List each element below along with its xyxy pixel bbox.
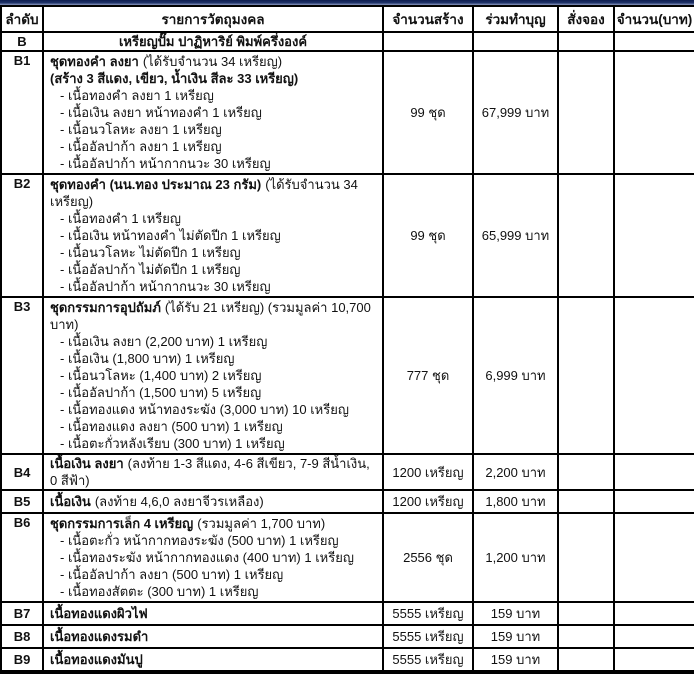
amount-cell <box>614 32 694 51</box>
amulet-price-table <box>0 5 694 674</box>
table-row-B8 <box>1 625 694 648</box>
row-id: B1 <box>1 51 43 174</box>
row-id: B8 <box>1 625 43 648</box>
sub-item: - เนื้อตะกั่ว หน้ากากทองระฆัง (500 บาท) 1 เหรียญ <box>60 533 339 548</box>
amount-cell <box>614 513 694 602</box>
column-header-donation: ร่วมทำบุญ <box>473 6 558 32</box>
item-title-rest: (ได้รับ 21 เหรียญ) (รวมมูลค่า 10,700 บาท) <box>50 300 371 332</box>
sub-item: - เนื้อตะกั่วหลังเรียบ (300 บาท) 1 เหรียญ <box>60 436 285 451</box>
sub-item: - เนื้ออัลปาก้า ลงยา (500 บาท) 1 เหรียญ <box>60 567 284 582</box>
donation-cell: 159 บาท <box>473 602 558 625</box>
amount-cell <box>614 625 694 648</box>
item-description <box>43 297 383 454</box>
sub-item: - เนื้อทองแดง ลงยา (500 บาท) 1 เหรียญ <box>60 419 283 434</box>
item-title <box>50 493 376 510</box>
column-header-quantity-made: จำนวนสร้าง <box>383 6 473 32</box>
table-row-B1 <box>1 51 694 174</box>
item-title-rest: (ลงท้าย 4,6,0 ลงยาจีวรเหลือง) <box>94 494 264 509</box>
donation-cell: 159 บาท <box>473 648 558 672</box>
item-title <box>50 53 376 70</box>
item-title-rest: (ได้รับจำนวน 34 เหรียญ) <box>142 54 283 69</box>
column-header-amount-baht: จำนวน(บาท) <box>614 6 694 32</box>
sub-item: - เนื้อเงิน ลงยา หน้าทองคำ 1 เหรียญ <box>60 105 262 120</box>
item-description <box>43 174 383 297</box>
item-description <box>43 51 383 174</box>
row-id: B5 <box>1 490 43 513</box>
row-id: B6 <box>1 513 43 602</box>
sub-item: - เนื้อทองคำ ลงยา 1 เหรียญ <box>60 88 214 103</box>
sub-item: - เนื้อทองระฆัง หน้ากากทองแดง (400 บาท) 1 เหรียญ <box>60 550 354 565</box>
item-title <box>50 628 376 645</box>
sub-item: - เนื้อทองสัตตะ (300 บาท) 1 เหรียญ <box>60 584 259 599</box>
donation-cell: 6,999 บาท <box>473 297 558 454</box>
donation-cell <box>473 32 558 51</box>
item-title-rest: (ได้รับจำนวน 34 เหรียญ) <box>50 177 358 209</box>
sub-item: - เนื้ออัลปาก้า ลงยา 1 เหรียญ <box>60 139 222 154</box>
donation-cell: 2,200 บาท <box>473 454 558 490</box>
amount-cell <box>614 490 694 513</box>
quantity-cell: 5555 เหรียญ <box>383 625 473 648</box>
row-id: B4 <box>1 454 43 490</box>
item-title-bold: ชุดกรรมการอุปถัมภ์ <box>50 300 161 315</box>
item-title-bold: เนื้อทองแดงรมดำ <box>50 629 149 644</box>
column-header-order-no: ลำดับ <box>1 6 43 32</box>
sub-item: - เนื้อเงิน ลงยา (2,200 บาท) 1 เหรียญ <box>60 334 268 349</box>
quantity-cell: 1200 เหรียญ <box>383 454 473 490</box>
quantity-cell: 777 ชุด <box>383 297 473 454</box>
item-subtitle: (สร้าง 3 สีแดง, เขียว, น้ำเงิน สีละ 33 เหรียญ) <box>50 71 299 86</box>
amount-cell <box>614 51 694 174</box>
sub-item: - เนื้อทองแดง หน้าทองระฆัง (3,000 บาท) 10 เหรียญ <box>60 402 349 417</box>
sub-item: - เนื้อเงิน (1,800 บาท) 1 เหรียญ <box>60 351 235 366</box>
quantity-cell: 99 ชุด <box>383 51 473 174</box>
row-id: B3 <box>1 297 43 454</box>
item-title <box>50 176 376 210</box>
sub-item: - เนื้ออัลปาก้า ไม่ตัดปีก 1 เหรียญ <box>60 262 241 277</box>
quantity-cell: 1200 เหรียญ <box>383 490 473 513</box>
item-title-bold: ชุดทองคำ (นน.ทอง ประมาณ 23 กรัม) <box>50 177 262 192</box>
item-description <box>43 513 383 602</box>
item-title-bold: เนื้อทองแดงผิวไฟ <box>50 606 148 621</box>
sub-item: - เนื้ออัลปาก้า หน้ากากนวะ 30 เหรียญ <box>60 156 271 171</box>
preorder-cell <box>558 174 614 297</box>
sub-item: - เนื้ออัลปาก้า หน้ากากนวะ 30 เหรียญ <box>60 279 271 294</box>
item-title-bold: ชุดกรรมการเล็ก 4 เหรียญ <box>50 516 194 531</box>
quantity-cell: 5555 เหรียญ <box>383 648 473 672</box>
sub-item: - เนื้อนวโลหะ ลงยา 1 เหรียญ <box>60 122 222 137</box>
column-header-preorder: สั่งจอง <box>558 6 614 32</box>
item-title-bold: เนื้อเงิน <box>50 494 91 509</box>
preorder-cell <box>558 625 614 648</box>
item-title-bold: เนื้อทองแดงมันปู <box>50 652 143 667</box>
donation-cell: 159 บาท <box>473 625 558 648</box>
donation-cell: 1,200 บาท <box>473 513 558 602</box>
item-title-bold: เนื้อเงิน ลงยา <box>50 456 124 471</box>
table-row-B3 <box>1 297 694 454</box>
table-row-B2 <box>1 174 694 297</box>
sub-item: - เนื้อเงิน หน้าทองคำ ไม่ตัดปีก 1 เหรียญ <box>60 228 281 243</box>
item-title-rest: (รวมมูลค่า 1,700 บาท) <box>197 516 326 531</box>
amount-cell <box>614 297 694 454</box>
item-title <box>50 455 376 489</box>
item-title <box>50 515 376 532</box>
table-row-B6 <box>1 513 694 602</box>
preorder-cell <box>558 32 614 51</box>
donation-cell: 1,800 บาท <box>473 490 558 513</box>
item-description <box>43 648 383 672</box>
section-title: เหรียญปั๊ม ปาฏิหาริย์ พิมพ์ครึ่งองค์ <box>43 32 383 51</box>
item-title-bold: ชุดทองคำ ลงยา <box>50 54 139 69</box>
preorder-cell <box>558 51 614 174</box>
amount-cell <box>614 174 694 297</box>
preorder-cell <box>558 297 614 454</box>
amount-cell <box>614 648 694 672</box>
table-row-B4 <box>1 454 694 490</box>
amount-cell <box>614 454 694 490</box>
row-id: B7 <box>1 602 43 625</box>
table-row-B9 <box>1 648 694 672</box>
row-id: B2 <box>1 174 43 297</box>
sub-item: - เนื้อนวโลหะ (1,400 บาท) 2 เหรียญ <box>60 368 262 383</box>
table-header-row <box>1 6 694 32</box>
preorder-cell <box>558 490 614 513</box>
row-id: B <box>1 32 43 51</box>
quantity-cell <box>383 32 473 51</box>
preorder-cell <box>558 648 614 672</box>
row-id: B9 <box>1 648 43 672</box>
column-header-item-list: รายการวัตถุมงคล <box>43 6 383 32</box>
preorder-cell <box>558 454 614 490</box>
table-row-B5 <box>1 490 694 513</box>
donation-cell: 65,999 บาท <box>473 174 558 297</box>
item-description <box>43 490 383 513</box>
item-title-rest: (ลงท้าย 1-3 สีแดง, 4-6 สีเขียว, 7-9 สีน้ำเงิน, 0 สีฟ้า) <box>50 456 370 488</box>
item-description <box>43 625 383 648</box>
item-title <box>50 651 376 668</box>
table-row-section-B <box>1 32 694 51</box>
quantity-cell: 99 ชุด <box>383 174 473 297</box>
preorder-cell <box>558 513 614 602</box>
sub-item: - เนื้อนวโลหะ ไม่ตัดปีก 1 เหรียญ <box>60 245 241 260</box>
quantity-cell: 5555 เหรียญ <box>383 602 473 625</box>
quantity-cell: 2556 ชุด <box>383 513 473 602</box>
item-description <box>43 454 383 490</box>
sub-item: - เนื้ออัลปาก้า (1,500 บาท) 5 เหรียญ <box>60 385 262 400</box>
donation-cell: 67,999 บาท <box>473 51 558 174</box>
sub-item: - เนื้อทองคำ 1 เหรียญ <box>60 211 181 226</box>
item-title <box>50 299 376 333</box>
